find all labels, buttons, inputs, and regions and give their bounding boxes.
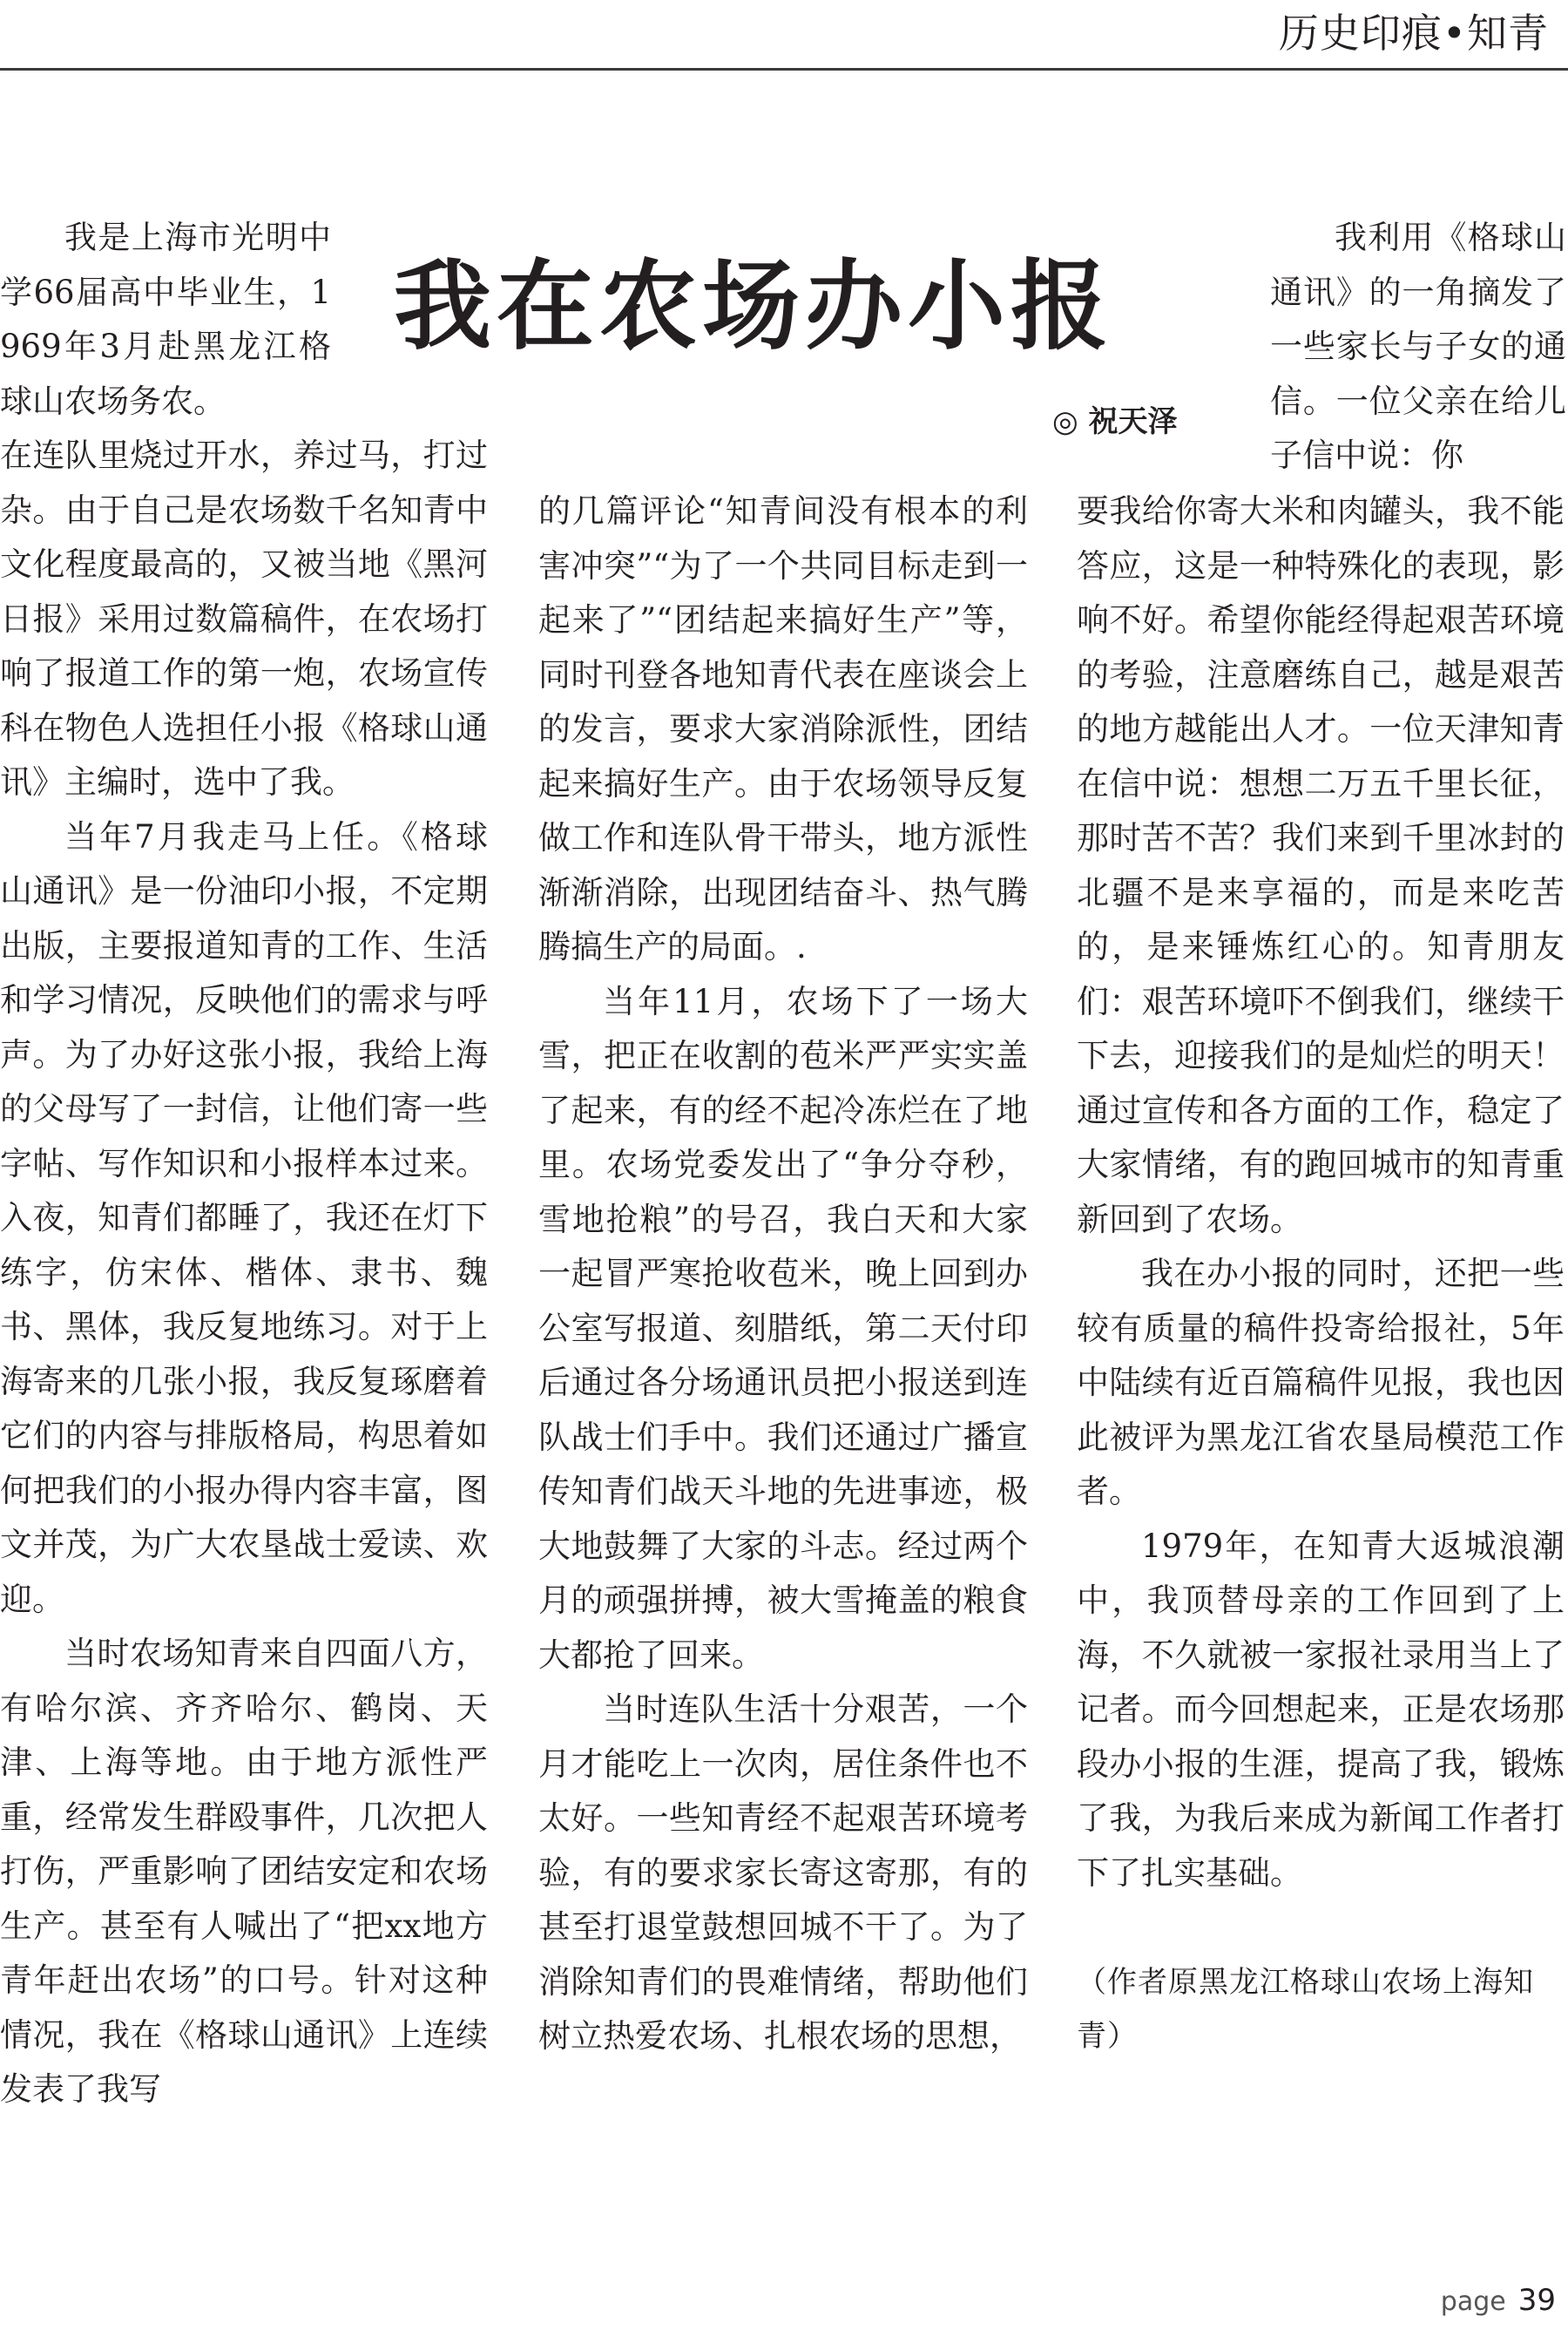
page-number-value: 39 xyxy=(1517,2283,1556,2318)
article-paragraph: 当时连队生活十分艰苦，一个月才能吃上一次肉，居住条件也不太好。一些知青经不起艰苦环境考验，有的要求家长寄这寄那，有的甚至打退堂鼓想回城不干了。为了消除知青们的畏难情绪，帮助他们树立热爱农场、扎根农场的思想， xyxy=(538,1690,1028,2055)
article-paragraph: 当年11月，农场下了一场大雪，把正在收割的苞米严严实实盖了起来，有的经不起冷冻烂在了地里。农场党委发出了“争分夺秒，雪地抢粮”的号召，我白天和大家一起冒严寒抢收苞米，晚上回到办公室写报道、刻腊纸，第二天付印后通过各分场通讯员把小报送到连队战士们手中。我们还通过广播宣传知青们战天斗地的先进事迹，极大地鼓舞了大家的斗志。经过两个月的顽强拼搏，被大雪掩盖的粮食大都抢了回来。 xyxy=(538,982,1028,1674)
article-byline: ◎ 祝天泽 xyxy=(1052,404,1178,439)
section-label: 历史印痕•知青 xyxy=(1278,10,1549,57)
article-paragraph: 的几篇评论“知青间没有根本的利害冲突”“为了一个共同目标走到一起来了”“团结起来搞好生产”等，同时刊登各地知青代表在座谈会上的发言，要求大家消除派性，团结起来搞好生产。由于农场领导反复做工作和连队骨干带头，地方派性渐渐消除，出现团结奋斗、热气腾腾搞生产的局面。. xyxy=(538,492,1028,965)
article-paragraph: 当时农场知青来自四面八方，有哈尔滨、齐齐哈尔、鹤岗、天津、上海等地。由于地方派性严重，经常发生群殴事件，几次把人打伤，严重影响了团结安定和农场生产。甚至有人喊出了“把xx地方青年赶出农场”的口号。针对这种情况，我在《格球山通讯》上连续发表了我写 xyxy=(0,1635,488,2108)
column-1 xyxy=(0,211,488,2117)
spacer xyxy=(1077,1900,1565,1955)
header-rule xyxy=(0,68,1568,71)
article-paragraph: 我是上海市光明中学66届高中毕业生，1969年3月赴黑龙江格球山农场务农。 xyxy=(0,219,331,420)
page-label: page xyxy=(1440,2286,1506,2317)
article-paragraph: 我在办小报的同时，还把一些较有质量的稿件投寄给报社，5年中陆续有近百篇稿件见报，我也因此被评为黑龙江省农垦局模范工作者。 xyxy=(1077,1255,1565,1510)
column-2 xyxy=(538,484,1028,2064)
page-number xyxy=(1441,2283,1556,2318)
column-3-top xyxy=(1270,211,1566,484)
column-3 xyxy=(1077,484,1565,2063)
article-title: 我在农场办小报 xyxy=(394,249,1113,363)
article-paragraph: 1979年，在知青大返城浪潮中，我顶替母亲的工作回到了上海，不久就被一家报社录用当上了记者。而今回想起来，正是农场那段办小报的生涯，提高了我，锻炼了我，为我后来成为新闻工作者打下了扎实基础。 xyxy=(1077,1527,1565,1892)
article-paragraph: 要我给你寄大米和肉罐头，我不能答应，这是一种特殊化的表现，影响不好。希望你能经得起艰苦环境的考验，注意磨练自己，越是艰苦的地方越能出人才。一位天津知青在信中说：想想二万五千里长征，那时苦不苦？我们来到千里冰封的北疆不是来享福的，而是来吃苦的，是来锤炼红心的。知青朋友们：艰苦环境吓不倒我们，继续干下去，迎接我们的是灿烂的明天！通过宣传和各方面的工作，稳定了大家情绪，有的跑回城市的知青重新回到了农场。 xyxy=(1077,492,1565,1238)
article-paragraph: 当年7月我走马上任。《格球山通讯》是一份油印小报，不定期出版，主要报道知青的工作、生活和学习情况，反映他们的需求与呼声。为了办好这张小报，我给上海的父母写了一封信，让他们寄一些字帖、写作知识和小报样本过来。入夜，知青们都睡了，我还在灯下练字，仿宋体、楷体、隶书、魏书、黑体，我反复地练习。对于上海寄来的几张小报，我反复琢磨着它们的内容与排版格局，构思着如何把我们的小报办得内容丰富，图文并茂，为广大农垦战士爱读、欢迎。 xyxy=(0,817,488,1618)
author-note: （作者原黑龙江格球山农场上海知青） xyxy=(1077,1964,1534,2054)
article-paragraph: 在连队里烧过开水，养过马，打过杂。由于自己是农场数千名知青中文化程度最高的，又被当地《黑河日报》采用过数篇稿件，在农场打响了报道工作的第一炮，农场宣传科在物色人选担任小报《格球山通讯》主编时，选中了我。 xyxy=(0,437,488,801)
article-paragraph: 我利用《格球山通讯》的一角摘发了一些家长与子女的通信。一位父亲在给儿子信中说：你 xyxy=(1270,219,1566,474)
